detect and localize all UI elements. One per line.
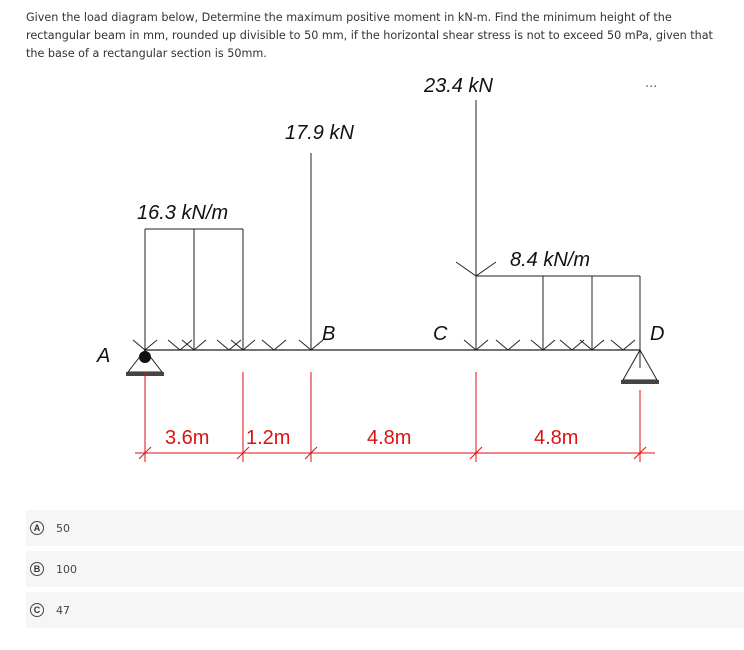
point-c-label: C	[433, 323, 448, 345]
point-d-label: D	[650, 323, 665, 345]
span-label-1: 3.6m	[165, 427, 210, 449]
option-a-letter: A	[30, 521, 44, 535]
option-c-letter: C	[30, 603, 44, 617]
point-load-2-label: 23.4 kN	[424, 75, 493, 97]
point-a-label: A	[97, 345, 111, 367]
span-label-2: 1.2m	[246, 427, 291, 449]
option-c-text: 47	[56, 603, 70, 617]
span-label-4: 4.8m	[534, 427, 579, 449]
distributed-load-1-label: 16.3 kN/m	[137, 202, 229, 224]
more-options-icon[interactable]: ...	[645, 76, 658, 91]
point-load-1-label: 17.9 kN	[285, 122, 354, 144]
point-load-1	[262, 153, 323, 350]
point-load-2	[456, 100, 496, 350]
option-b[interactable]	[26, 551, 744, 587]
option-a[interactable]	[26, 510, 744, 546]
distributed-load-2	[476, 276, 640, 350]
pin-support-d	[621, 350, 659, 384]
option-b-letter: B	[30, 562, 44, 576]
answer-options	[26, 510, 744, 633]
span-label-3: 4.8m	[367, 427, 412, 449]
distributed-load-2-label: 8.4 kN/m	[510, 249, 591, 271]
option-c[interactable]	[26, 592, 744, 628]
distributed-load-1	[133, 229, 255, 350]
option-a-text: 50	[56, 521, 70, 535]
question-text: Given the load diagram below, Determine the maximum positive moment in kN-m. Find the minimum height of the rectangular beam in mm, rounded up divisible to 50 mm, if the horizontal shear stress is not to exceed 50 mPa, given that the base of a rectangular section is 50mm.	[26, 11, 713, 60]
point-b-label: B	[322, 323, 336, 345]
option-b-text: 100	[56, 562, 77, 576]
